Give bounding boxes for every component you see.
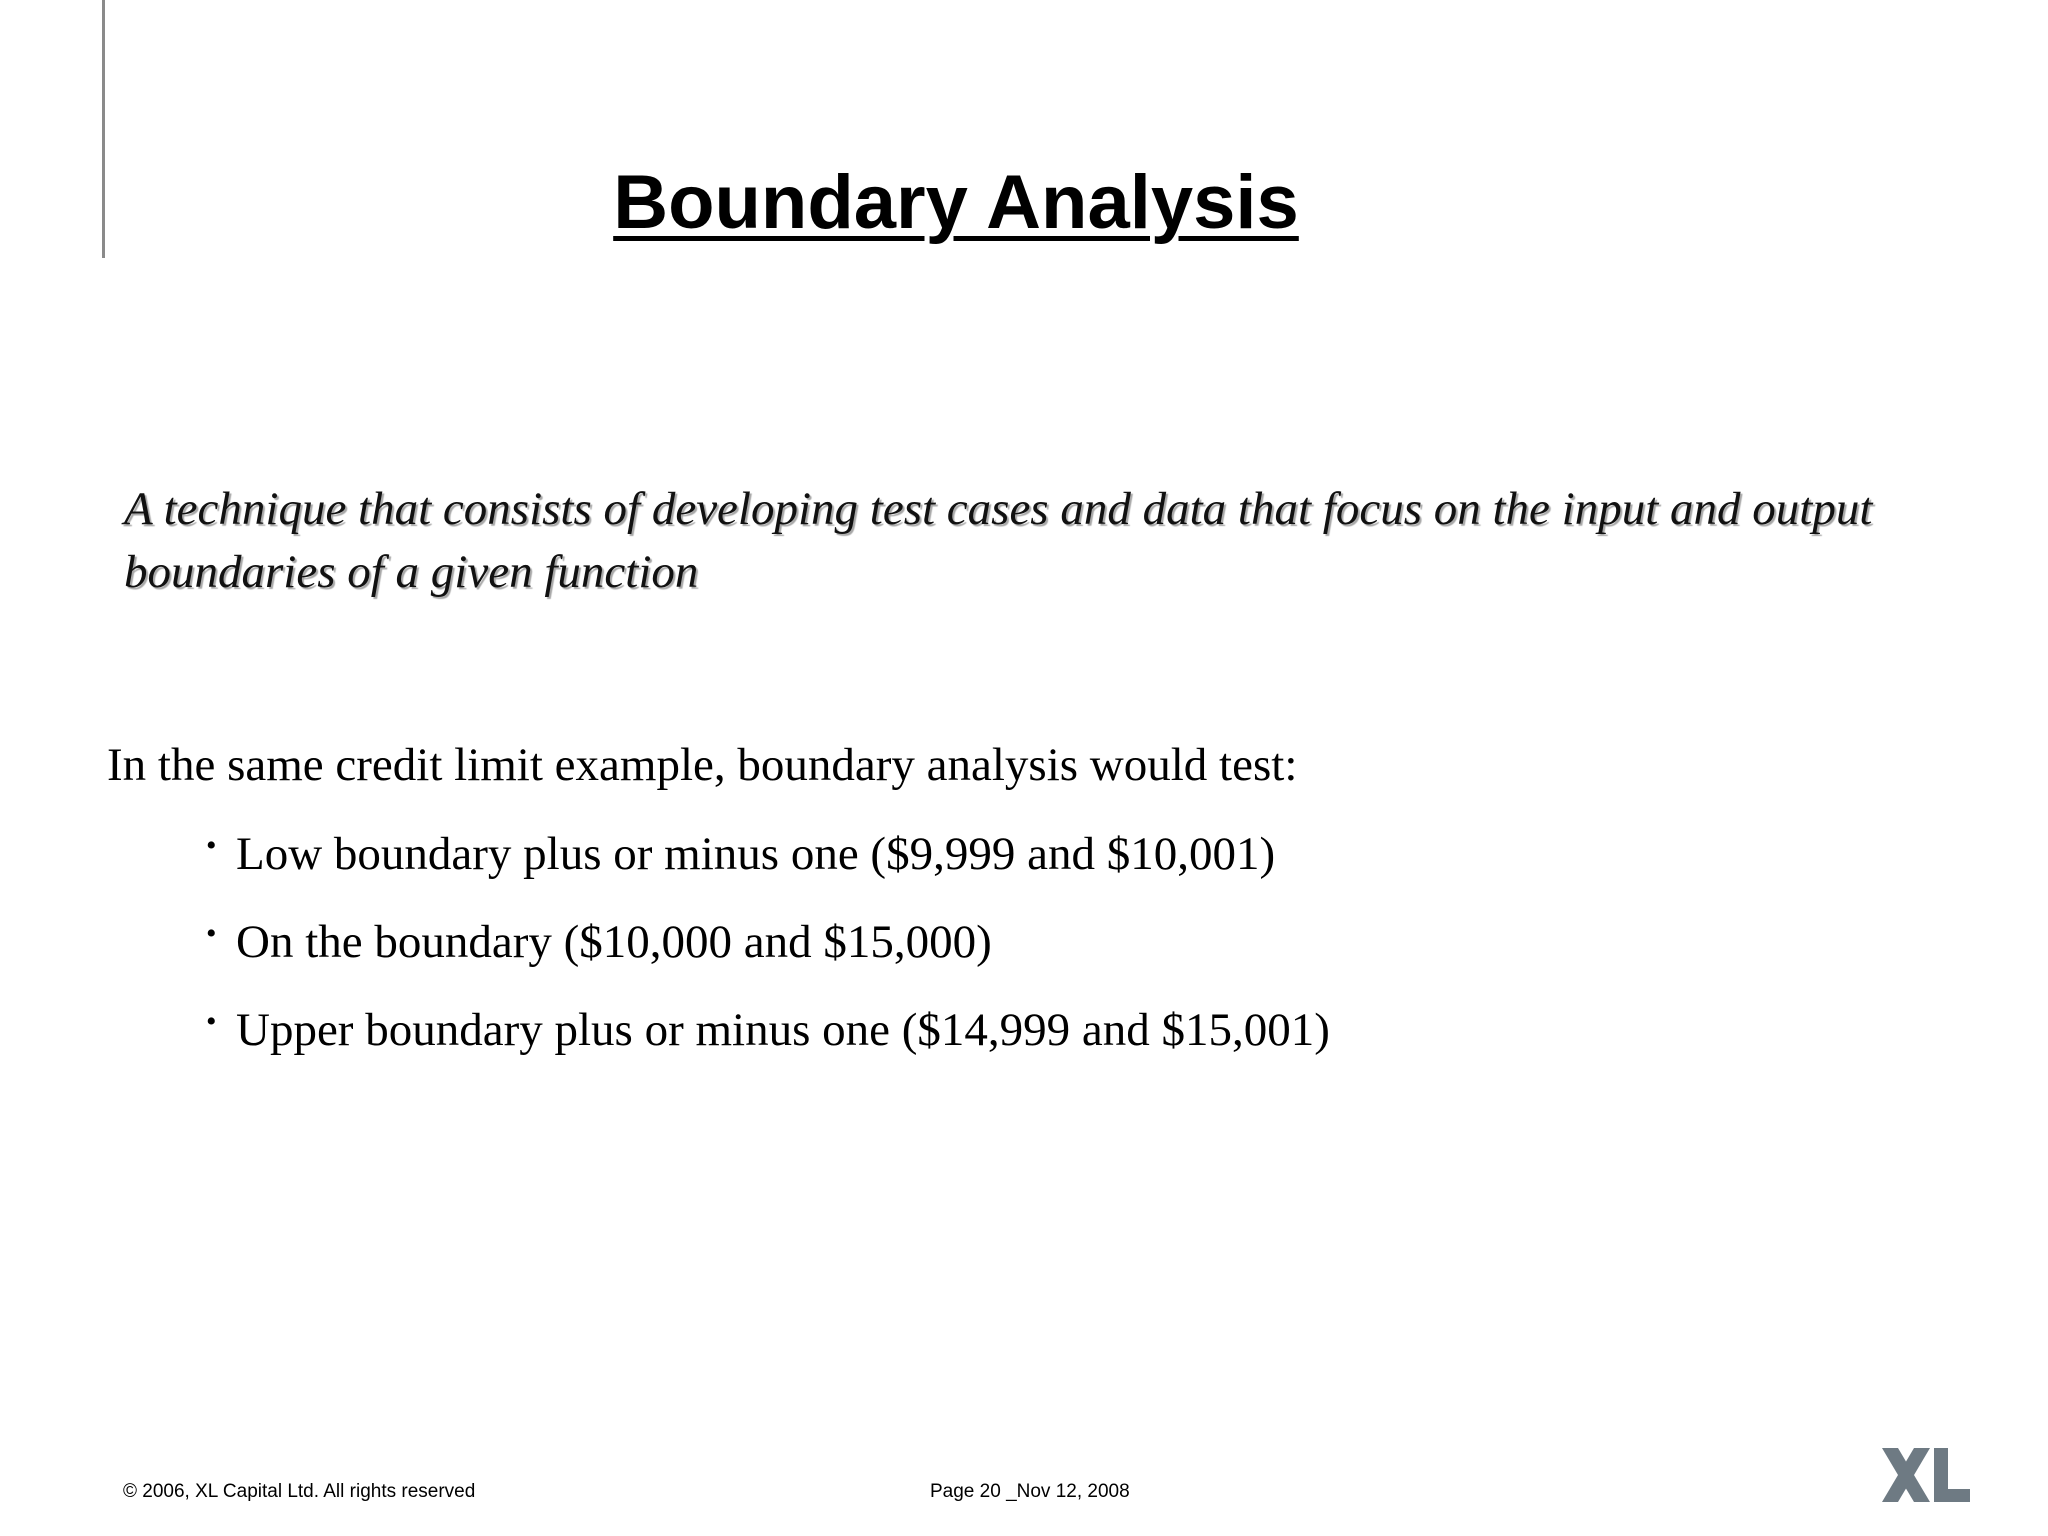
bullet-text: Low boundary plus or minus one ($9,999 and $10,001) — [236, 828, 1276, 880]
footer-copyright: © 2006, XL Capital Ltd. All rights reserved — [123, 1481, 476, 1502]
bullet-icon: • — [206, 1005, 217, 1038]
footer-page-number: Page 20 _Nov 12, 2008 — [930, 1481, 1130, 1502]
bullet-text: Upper boundary plus or minus one ($14,999 and $15,001) — [236, 1004, 1330, 1056]
bullet-list — [206, 822, 1906, 1086]
bullet-item — [206, 822, 1906, 910]
xl-capital-logo-icon — [1882, 1448, 1970, 1502]
intro-text: In the same credit limit example, boundary analysis would test: — [107, 739, 1298, 791]
slide-title — [0, 158, 1912, 248]
bullet-item — [206, 998, 1906, 1086]
bullet-text: On the boundary ($10,000 and $15,000) — [236, 916, 992, 968]
definition-text: A technique that consists of developing test cases and data that focus on the input and output boundaries of a given function — [124, 483, 1873, 598]
slide-title-text: Boundary Analysis — [613, 160, 1299, 245]
bullet-icon: • — [206, 917, 217, 950]
bullet-item — [206, 910, 1906, 998]
bullet-icon: • — [206, 829, 217, 862]
